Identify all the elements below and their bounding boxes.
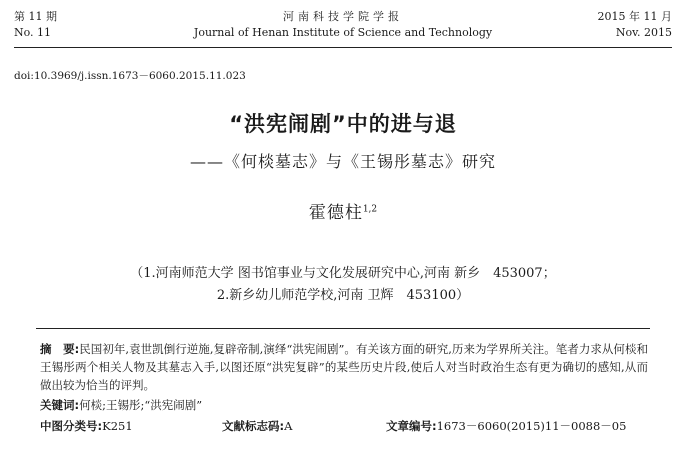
article-number <box>386 418 626 434</box>
issue-date-cn: 2015 年 11 月 <box>597 10 672 23</box>
header-divider <box>14 47 672 48</box>
issue-number-en: No. 11 <box>14 26 52 39</box>
doi: doi:10.3969/j.issn.1673－6060.2015.11.023 <box>14 70 246 82</box>
affiliation-2: 2.新乡幼儿师范学校,河南 卫辉 453100） <box>216 288 470 303</box>
abstract-label: 摘 要: <box>40 342 80 356</box>
article-number-value: 1673－6060(2015)11－0088－05 <box>436 419 627 433</box>
clc-label: 中图分类号: <box>40 419 103 433</box>
document-code-label: 文献标志码: <box>222 419 285 433</box>
document-code-value: A <box>284 419 293 433</box>
article-subtitle: ——《何棪墓志》与《王锡彤墓志》研究 <box>189 152 496 171</box>
classification-line <box>40 418 648 434</box>
keywords-text: 何棪;王锡彤;“洪宪闹剧” <box>79 398 203 412</box>
journal-name-en: Journal of Henan Institute of Science and Technology <box>193 26 493 39</box>
clc-number <box>40 418 133 434</box>
affiliation-1: （1.河南师范大学 图书馆事业与文化发展研究中心,河南 新乡 453007； <box>130 266 556 281</box>
journal-name-cn: 河南科技学院学报 <box>283 10 403 23</box>
keywords <box>40 397 648 413</box>
abstract <box>40 340 648 394</box>
document-code <box>222 418 292 434</box>
article-title: “洪宪闹剧”中的进与退 <box>229 112 457 136</box>
author-name: 霍德柱 <box>308 203 363 223</box>
clc-value: K251 <box>102 419 133 433</box>
article-number-label: 文章编号: <box>386 419 437 433</box>
author-affiliation-marker: 1,2 <box>362 204 378 215</box>
issue-date-en: Nov. 2015 <box>615 26 672 39</box>
abstract-text: 民国初年,袁世凯倒行逆施,复辟帝制,演绎“洪宪闹剧”。有关该方面的研究,历来为学界所关注。笔者力求从何棪和王锡彤两个相关人物及其墓志入手,以图还原“洪宪复辟”的某些历史片段,使后人对当时政治生态有更为确切的感知,从而做出较为恰当的评判。 <box>40 342 649 392</box>
author <box>0 198 686 223</box>
journal-header <box>14 10 672 46</box>
issue-number-cn: 第 11 期 <box>14 10 57 23</box>
keywords-label: 关键词: <box>40 398 80 412</box>
abstract-divider <box>36 328 650 329</box>
